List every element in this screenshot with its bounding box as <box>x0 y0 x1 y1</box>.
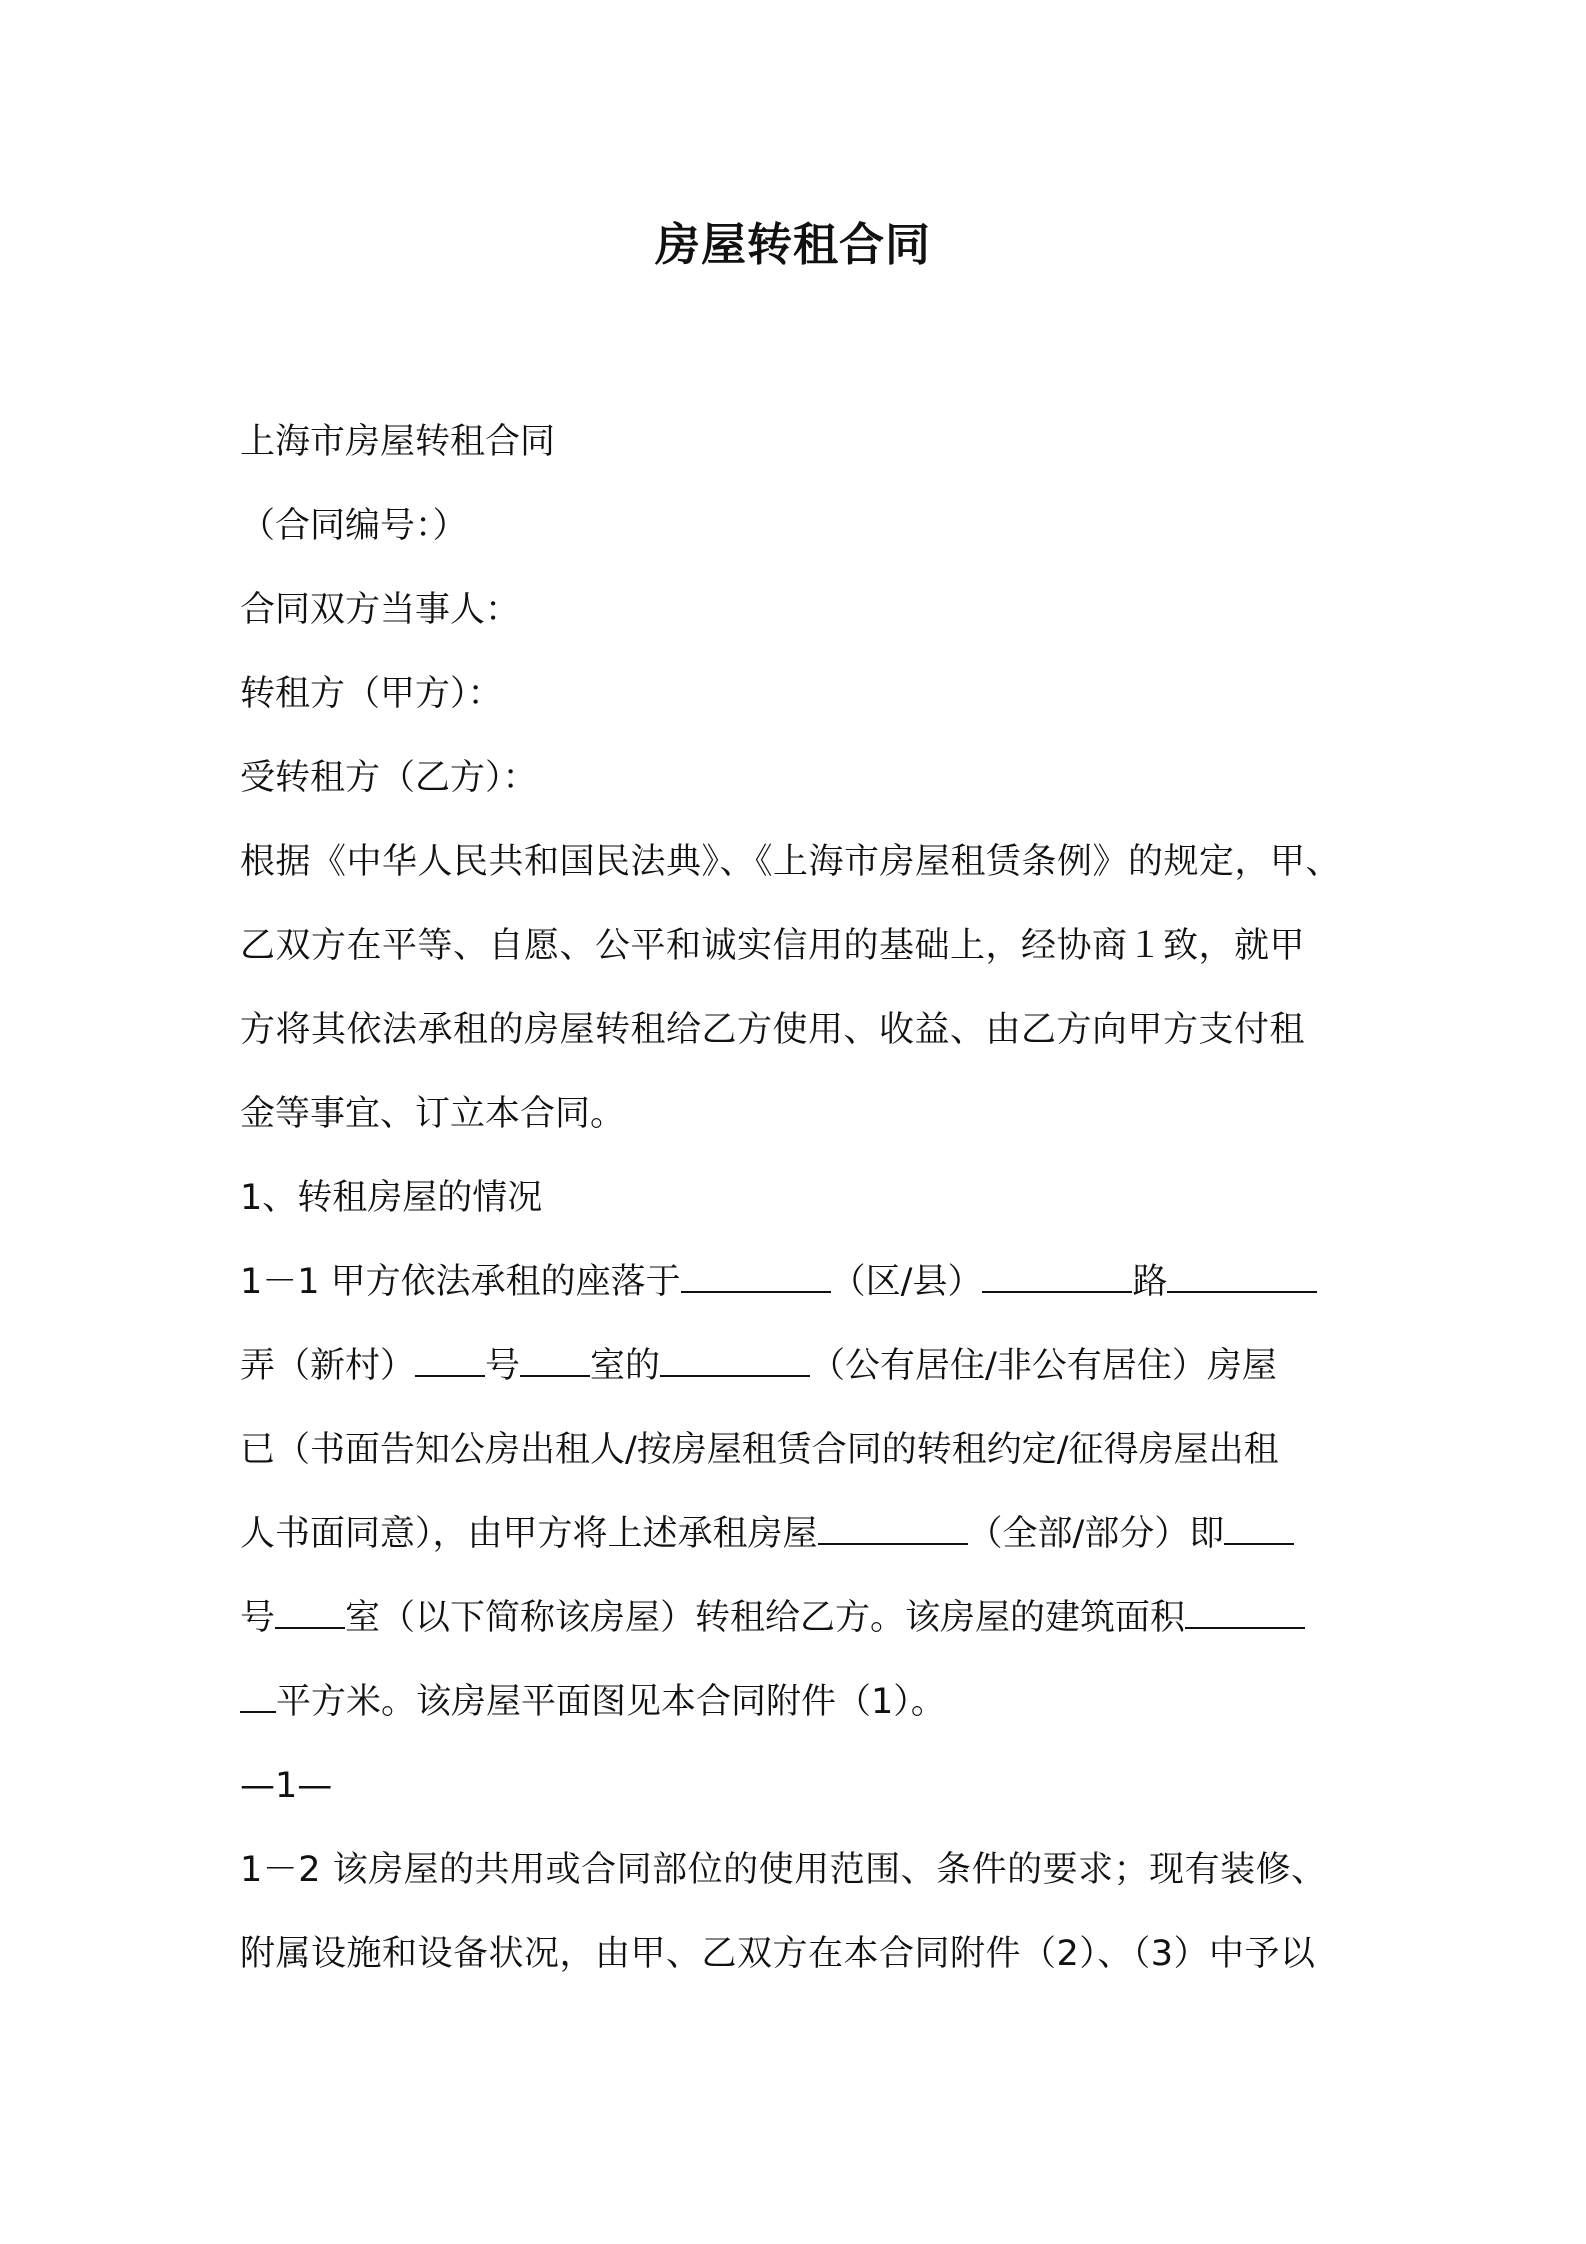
party-a-line: 转租方（甲方）： <box>240 674 503 714</box>
page-number: —1— <box>240 1766 333 1806</box>
fill-blank <box>1185 1597 1305 1629</box>
document-body <box>240 400 1360 1996</box>
fill-blank <box>415 1345 485 1377</box>
clause-text: 1－1 甲方依法承租的座落于 <box>240 1262 681 1302</box>
clause-text: （全部/部分）即 <box>967 1514 1225 1554</box>
fill-blank <box>982 1261 1132 1293</box>
clause-1-2-line-1: 1－2 该房屋的共用或合同部位的使用范围、条件的要求；现有装修、 <box>240 1850 1327 1890</box>
clause-1-1-line-6 <box>240 1660 1360 1744</box>
clause-text: 室的 <box>590 1346 661 1386</box>
fill-blank <box>520 1345 590 1377</box>
clause-text: 路 <box>1132 1262 1168 1302</box>
fill-blank <box>660 1345 810 1377</box>
preamble-line-2: 乙双方在平等、自愿、公平和诚实信用的基础上，经协商１致，就甲 <box>240 926 1306 966</box>
clause-text: 号 <box>485 1346 521 1386</box>
preamble-line-4: 金等事宜、订立本合同。 <box>240 1094 626 1134</box>
clause-text: （公有居住/非公有居住）房屋 <box>810 1346 1277 1386</box>
fill-blank <box>818 1513 968 1545</box>
clause-text: 人书面同意），由甲方将上述承租房屋 <box>240 1514 818 1554</box>
preamble-line-3: 方将其依法承租的房屋转租给乙方使用、收益、由乙方向甲方支付租 <box>240 1010 1306 1050</box>
section-1-heading: 1、转租房屋的情况 <box>240 1178 543 1218</box>
clause-text: 室（以下简称该房屋）转租给乙方。该房屋的建筑面积 <box>345 1598 1186 1638</box>
document-title: 房屋转租合同 <box>654 218 931 271</box>
parties-label: 合同双方当事人： <box>240 590 521 630</box>
clause-1-1-line-5 <box>240 1576 1360 1660</box>
clause-1-2-line-2: 附属设施和设备状况，由甲、乙双方在本合同附件（2）、（3）中予以 <box>240 1934 1316 1974</box>
fill-blank <box>240 1681 276 1713</box>
clause-1-1-line-3: 已（书面告知公房出租人/按房屋租赁合同的转租约定/征得房屋出租 <box>240 1430 1279 1470</box>
contract-number-line: （合同编号：） <box>240 506 468 546</box>
clause-text: （区/县） <box>830 1262 983 1302</box>
clause-text: 平方米。该房屋平面图见本合同附件（1）。 <box>276 1682 946 1722</box>
party-b-line: 受转租方（乙方）： <box>240 758 538 798</box>
clause-1-1-line-1 <box>240 1240 1360 1324</box>
contract-heading: 上海市房屋转租合同 <box>240 422 556 462</box>
clause-text: 号 <box>240 1598 276 1638</box>
fill-blank <box>1224 1513 1294 1545</box>
fill-blank <box>275 1597 345 1629</box>
clause-1-1-line-4 <box>240 1492 1360 1576</box>
clause-1-1-line-2 <box>240 1324 1360 1408</box>
clause-text: 弄（新村） <box>240 1346 416 1386</box>
preamble-line-1: 根据《中华人民共和国民法典》、《上海市房屋租赁条例》的规定，甲、 <box>240 842 1342 882</box>
fill-blank <box>1167 1261 1317 1293</box>
fill-blank <box>681 1261 831 1293</box>
